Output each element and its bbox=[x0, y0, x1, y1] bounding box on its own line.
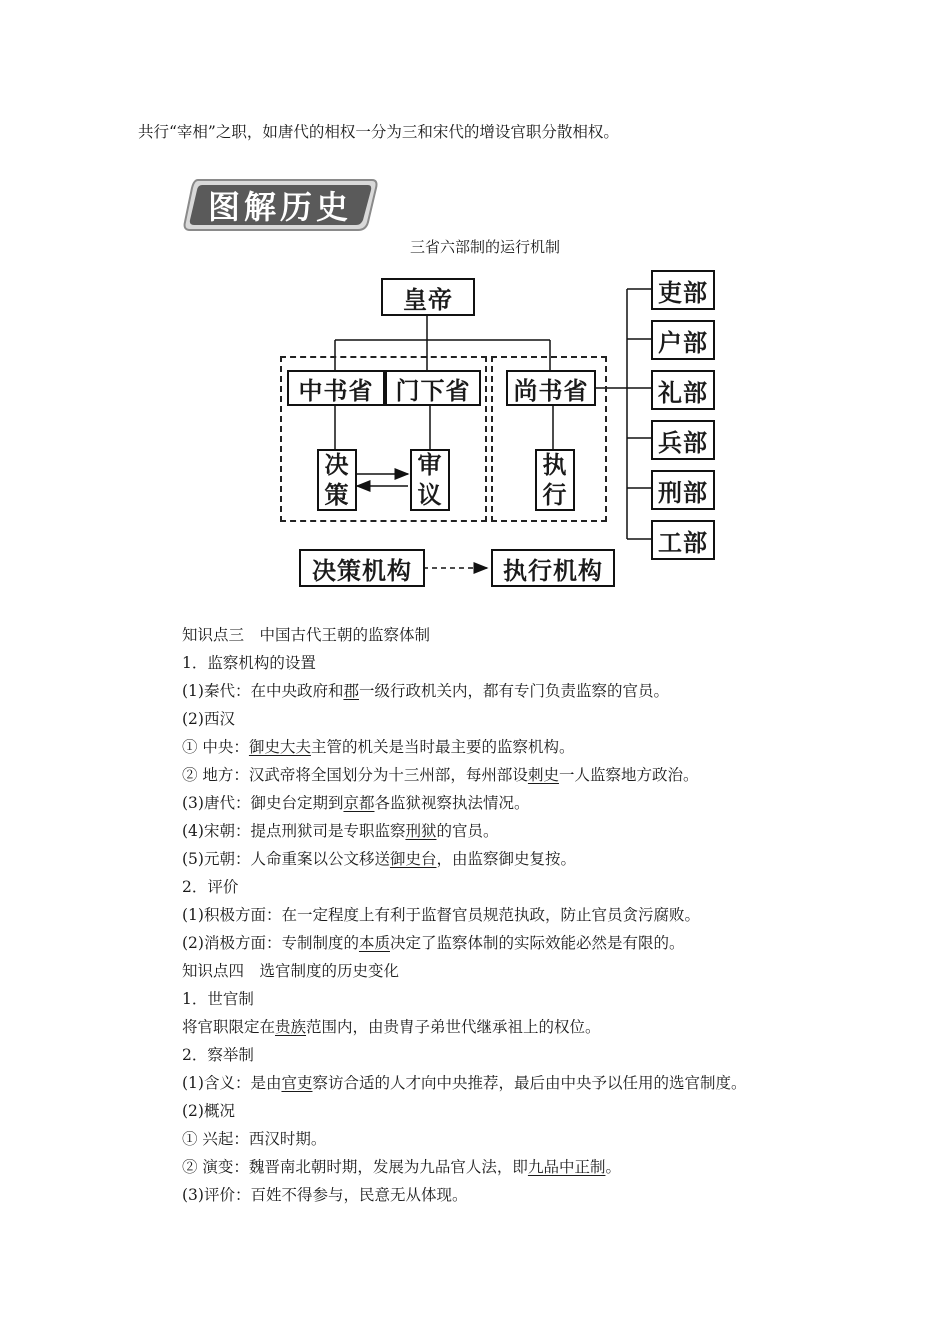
decide-char-2: 策 bbox=[324, 481, 350, 509]
execute-box bbox=[535, 449, 575, 511]
menxia-box: 门下省 bbox=[385, 370, 481, 406]
decision-org-box: 决策机构 bbox=[299, 549, 425, 587]
decide-char-1: 决 bbox=[324, 451, 350, 479]
negative-line: (2)消极方面：专制制度的本质决定了监察体制的实际效能必然是有限的。 bbox=[182, 934, 685, 952]
xihan-line: (2)西汉 bbox=[182, 710, 235, 728]
meaning-line: (1)含义：是由官吏察访合适的人才向中央推荐，最后由中央予以任用的选官制度。 bbox=[182, 1074, 747, 1092]
ministry-justice-box: 刑部 bbox=[651, 470, 715, 510]
section-badge bbox=[180, 176, 380, 234]
yuan-line: (5)元朝：人命重案以公文移送御史台，由监察御史复按。 bbox=[182, 850, 576, 868]
evolve-line: ② 演变：魏晋南北朝时期，发展为九品官人法，即九品中正制。 bbox=[182, 1158, 621, 1176]
zhongshu-box: 中书省 bbox=[287, 370, 385, 406]
ministry-rites-box: 礼部 bbox=[651, 370, 715, 410]
emperor-box: 皇帝 bbox=[381, 278, 475, 316]
ministry-works-box: 工部 bbox=[651, 520, 715, 560]
intro-line: 共行“宰相”之职，如唐代的相权一分为三和宋代的增设官职分散相权。 bbox=[138, 123, 619, 141]
shangshu-box: 尚书省 bbox=[506, 370, 596, 406]
overview-line: (2)概况 bbox=[182, 1102, 235, 1120]
execute-char-1: 执 bbox=[542, 451, 568, 479]
positive-line: (1)积极方面：在一定程度上有利于监督官员规范执政，防止官员贪污腐败。 bbox=[182, 906, 700, 924]
ministry-personnel-box: 吏部 bbox=[651, 270, 715, 310]
shiguan-line: 将官职限定在贵族范围内，由贵胄子弟世代继承祖上的权位。 bbox=[182, 1018, 601, 1036]
central-line: ① 中央：御史大夫主管的机关是当时最主要的监察机构。 bbox=[182, 738, 575, 756]
review-char-2: 议 bbox=[417, 481, 443, 509]
section3-sub2: 2．评价 bbox=[182, 878, 239, 896]
rise-line: ① 兴起：西汉时期。 bbox=[182, 1130, 327, 1148]
three-departments-diagram bbox=[275, 230, 745, 590]
local-line: ② 地方：汉武帝将全国划分为十三州部，每州部设刺史一人监察地方政治。 bbox=[182, 766, 699, 784]
ministry-revenue-box: 户部 bbox=[651, 320, 715, 360]
diagram-title: 三省六部制的运行机制 bbox=[410, 238, 561, 256]
eval-line: (3)评价：百姓不得参与，民意无从体现。 bbox=[182, 1186, 468, 1204]
song-line: (4)宋朝：提点刑狱司是专职监察刑狱的官员。 bbox=[182, 822, 499, 840]
execute-char-2: 行 bbox=[542, 481, 568, 509]
badge-label: 图解历史 bbox=[207, 188, 352, 226]
tang-line: (3)唐代：御史台定期到京都各监狱视察执法情况。 bbox=[182, 794, 530, 812]
review-char-1: 审 bbox=[417, 451, 443, 479]
exec-org-box: 执行机构 bbox=[491, 549, 615, 587]
section4-sub2: 2．察举制 bbox=[182, 1046, 254, 1064]
section4-heading: 知识点四 选官制度的历史变化 bbox=[182, 962, 400, 980]
ministry-war-box: 兵部 bbox=[651, 420, 715, 460]
review-box bbox=[410, 449, 450, 511]
section3-heading: 知识点三 中国古代王朝的监察体制 bbox=[182, 626, 431, 644]
section4-sub1: 1．世官制 bbox=[182, 990, 254, 1008]
decide-box bbox=[317, 449, 357, 511]
qin-line: (1)秦代：在中央政府和郡一级行政机关内，都有专门负责监察的官员。 bbox=[182, 682, 669, 700]
section3-sub1: 1．监察机构的设置 bbox=[182, 654, 316, 672]
